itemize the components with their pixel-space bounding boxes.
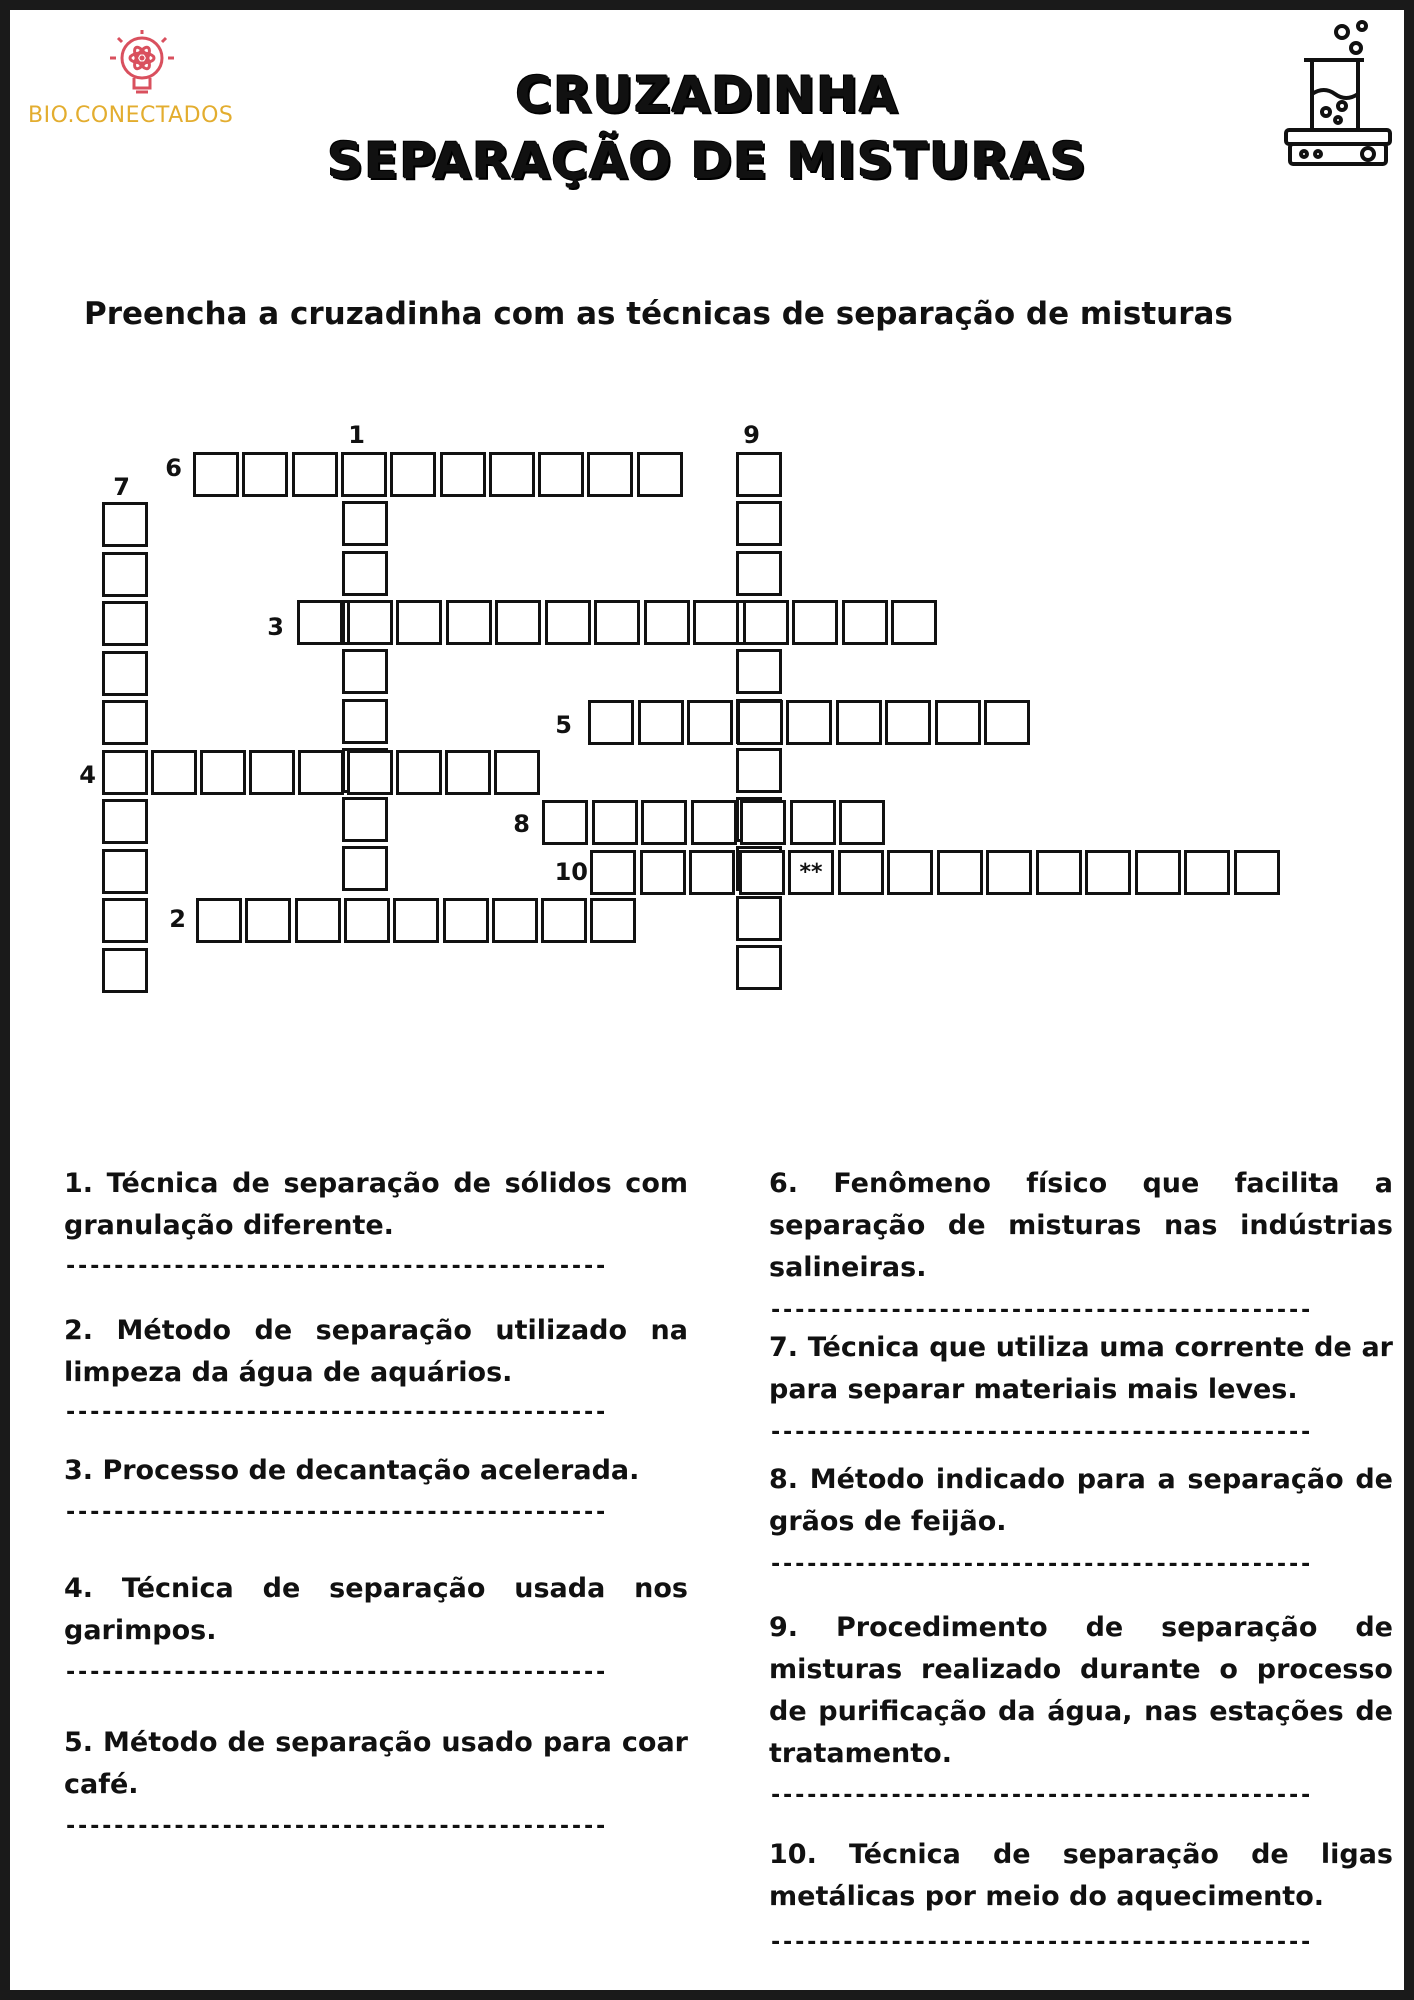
- crossword-cell[interactable]: [689, 850, 735, 895]
- crossword-cell[interactable]: [838, 850, 884, 895]
- clue-number-10: 10: [554, 858, 588, 886]
- clue-number-8: 8: [513, 810, 530, 838]
- crossword-cell[interactable]: [492, 898, 538, 943]
- clue-text: 4. Técnica de separação usada nos garimpos.: [64, 1573, 688, 1646]
- answer-line[interactable]: ---------------------------------------------: [769, 1930, 1312, 1955]
- crossword-cell[interactable]: [102, 601, 148, 646]
- crossword-cell[interactable]: [200, 750, 246, 795]
- crossword-cell[interactable]: [196, 898, 242, 943]
- crossword-cell[interactable]: [542, 800, 588, 845]
- crossword-cell[interactable]: [445, 750, 491, 795]
- crossword-cell[interactable]: [443, 898, 489, 943]
- clue-number-5: 5: [555, 711, 572, 739]
- crossword-cell[interactable]: [342, 649, 388, 694]
- crossword-cell[interactable]: [691, 800, 737, 845]
- crossword-cell[interactable]: [937, 850, 983, 895]
- crossword-cell[interactable]: [737, 700, 783, 745]
- clue-text: 1. Técnica de separação de sólidos com granulação diferente.: [64, 1168, 688, 1241]
- crossword-cell[interactable]: [986, 850, 1032, 895]
- crossword-cell[interactable]: [641, 800, 687, 845]
- crossword-cell[interactable]: [342, 699, 388, 744]
- crossword-cell[interactable]: [541, 898, 587, 943]
- crossword-cell[interactable]: [984, 700, 1030, 745]
- crossword-cell[interactable]: [736, 748, 782, 793]
- crossword-cell[interactable]: [1234, 850, 1280, 895]
- crossword-cell[interactable]: [489, 452, 535, 497]
- crossword-cell[interactable]: [342, 846, 388, 891]
- crossword-cell[interactable]: [446, 600, 492, 645]
- crossword-cell[interactable]: [935, 700, 981, 745]
- clue-text: 7. Técnica que utiliza uma corrente de ar para separar materiais mais leves.: [769, 1332, 1393, 1405]
- crossword-cell[interactable]: [151, 750, 197, 795]
- clue-number-6: 6: [165, 454, 182, 482]
- crossword-cell[interactable]: [102, 651, 148, 696]
- crossword-cell[interactable]: [638, 700, 684, 745]
- crossword-cell[interactable]: [693, 600, 739, 645]
- clue-text: 5. Método de separação usado para coar café.: [64, 1727, 688, 1800]
- answer-line[interactable]: ---------------------------------------------: [64, 1400, 607, 1425]
- crossword-cell[interactable]: [590, 850, 636, 895]
- crossword-cell[interactable]: **: [788, 850, 834, 895]
- crossword-cell[interactable]: [836, 700, 882, 745]
- answer-line[interactable]: ---------------------------------------------: [769, 1420, 1312, 1445]
- crossword-cell[interactable]: [687, 700, 733, 745]
- crossword-cell[interactable]: [342, 797, 388, 842]
- crossword-cell[interactable]: [342, 551, 388, 596]
- crossword-cell[interactable]: [344, 898, 390, 943]
- clue-number-7: 7: [113, 473, 130, 501]
- crossword-cell[interactable]: [245, 898, 291, 943]
- crossword-cell[interactable]: [347, 750, 393, 795]
- crossword-cell[interactable]: [736, 649, 782, 694]
- crossword-cell[interactable]: [590, 898, 636, 943]
- crossword-cell[interactable]: [538, 452, 584, 497]
- crossword-cell[interactable]: [644, 600, 690, 645]
- crossword-cell[interactable]: [736, 896, 782, 941]
- crossword-cell[interactable]: [587, 452, 633, 497]
- crossword-cell[interactable]: [298, 750, 344, 795]
- clue-text: 3. Processo de decantação acelerada.: [64, 1455, 640, 1486]
- crossword-cell[interactable]: [588, 700, 634, 745]
- crossword-cell[interactable]: [736, 501, 782, 546]
- crossword-cell[interactable]: [887, 850, 933, 895]
- crossword-cell[interactable]: [102, 799, 148, 844]
- crossword-cell[interactable]: [792, 600, 838, 645]
- answer-line[interactable]: ---------------------------------------------: [64, 1500, 607, 1525]
- instruction-text: Preencha a cruzadinha com as técnicas de separação de misturas: [84, 296, 1233, 332]
- crossword-cell[interactable]: [739, 850, 785, 895]
- crossword-cell[interactable]: [494, 750, 540, 795]
- crossword-cell[interactable]: [341, 452, 387, 497]
- crossword-cell[interactable]: [393, 898, 439, 943]
- crossword-cell[interactable]: [396, 750, 442, 795]
- crossword-cell[interactable]: [242, 452, 288, 497]
- crossword-cell[interactable]: [592, 800, 638, 845]
- crossword-cell[interactable]: [102, 700, 148, 745]
- clue-number-3: 3: [267, 613, 284, 641]
- crossword-cell[interactable]: [193, 452, 239, 497]
- crossword-cell[interactable]: [342, 501, 388, 546]
- crossword-cell[interactable]: [440, 452, 486, 497]
- crossword-cell[interactable]: [102, 750, 148, 795]
- crossword-cell[interactable]: [295, 898, 341, 943]
- crossword-cell[interactable]: [740, 800, 786, 845]
- crossword-cell[interactable]: [249, 750, 295, 795]
- crossword-cell[interactable]: [885, 700, 931, 745]
- answer-line[interactable]: ---------------------------------------------: [64, 1254, 607, 1279]
- crossword-cell[interactable]: [396, 600, 442, 645]
- crossword-cell[interactable]: [736, 551, 782, 596]
- crossword-cell[interactable]: [102, 552, 148, 597]
- answer-line[interactable]: ---------------------------------------------: [769, 1783, 1312, 1808]
- answer-line[interactable]: ---------------------------------------------: [769, 1552, 1312, 1577]
- crossword-cell[interactable]: [790, 800, 836, 845]
- clue-text: 8. Método indicado para a separação de grãos de feijão.: [769, 1464, 1393, 1537]
- crossword-cell[interactable]: [891, 600, 937, 645]
- clue-text: 9. Procedimento de separação de misturas realizado durante o processo de purificação da água, nas estações de tratamento.: [769, 1612, 1393, 1769]
- clue-number-4: 4: [79, 761, 96, 789]
- crossword-cell[interactable]: [839, 800, 885, 845]
- crossword-cell[interactable]: [1036, 850, 1082, 895]
- crossword-cell[interactable]: [594, 600, 640, 645]
- crossword-cell[interactable]: [292, 452, 338, 497]
- crossword-cell[interactable]: [390, 452, 436, 497]
- brand-logo-text: BIO.CONECTADOS: [28, 103, 234, 128]
- crossword-cell[interactable]: [347, 600, 393, 645]
- crossword-cell[interactable]: [102, 948, 148, 993]
- crossword-cell[interactable]: [786, 700, 832, 745]
- crossword-cell[interactable]: [102, 849, 148, 894]
- answer-line[interactable]: ---------------------------------------------: [64, 1814, 607, 1839]
- clue-number-9: 9: [743, 421, 760, 449]
- clue-text: 6. Fenômeno físico que facilita a separação de misturas nas indústrias salineiras.: [769, 1168, 1393, 1283]
- crossword-cell[interactable]: [637, 452, 683, 497]
- crossword-cell[interactable]: [1135, 850, 1181, 895]
- crossword-cell[interactable]: [1085, 850, 1131, 895]
- crossword-cell[interactable]: [545, 600, 591, 645]
- clue-text: 10. Técnica de separação de ligas metálicas por meio do aquecimento.: [769, 1839, 1393, 1912]
- crossword-cell[interactable]: [102, 898, 148, 943]
- crossword-cell[interactable]: [743, 600, 789, 645]
- crossword-cell[interactable]: [640, 850, 686, 895]
- answer-line[interactable]: ---------------------------------------------: [769, 1298, 1312, 1323]
- title-line-1: CRUZADINHA: [515, 66, 899, 124]
- crossword-cell[interactable]: [102, 502, 148, 547]
- title-line-2: SEPARAÇÃO DE MISTURAS: [327, 132, 1087, 190]
- clue-number-1: 1: [348, 421, 365, 449]
- crossword-cell[interactable]: [736, 945, 782, 990]
- clue-text: 2. Método de separação utilizado na limpeza da água de aquários.: [64, 1315, 688, 1388]
- answer-line[interactable]: ---------------------------------------------: [64, 1660, 607, 1685]
- crossword-cell[interactable]: [736, 452, 782, 497]
- crossword-cell[interactable]: [297, 600, 343, 645]
- crossword-cell[interactable]: [1184, 850, 1230, 895]
- crossword-cell[interactable]: [495, 600, 541, 645]
- clue-number-2: 2: [169, 905, 186, 933]
- crossword-cell[interactable]: [842, 600, 888, 645]
